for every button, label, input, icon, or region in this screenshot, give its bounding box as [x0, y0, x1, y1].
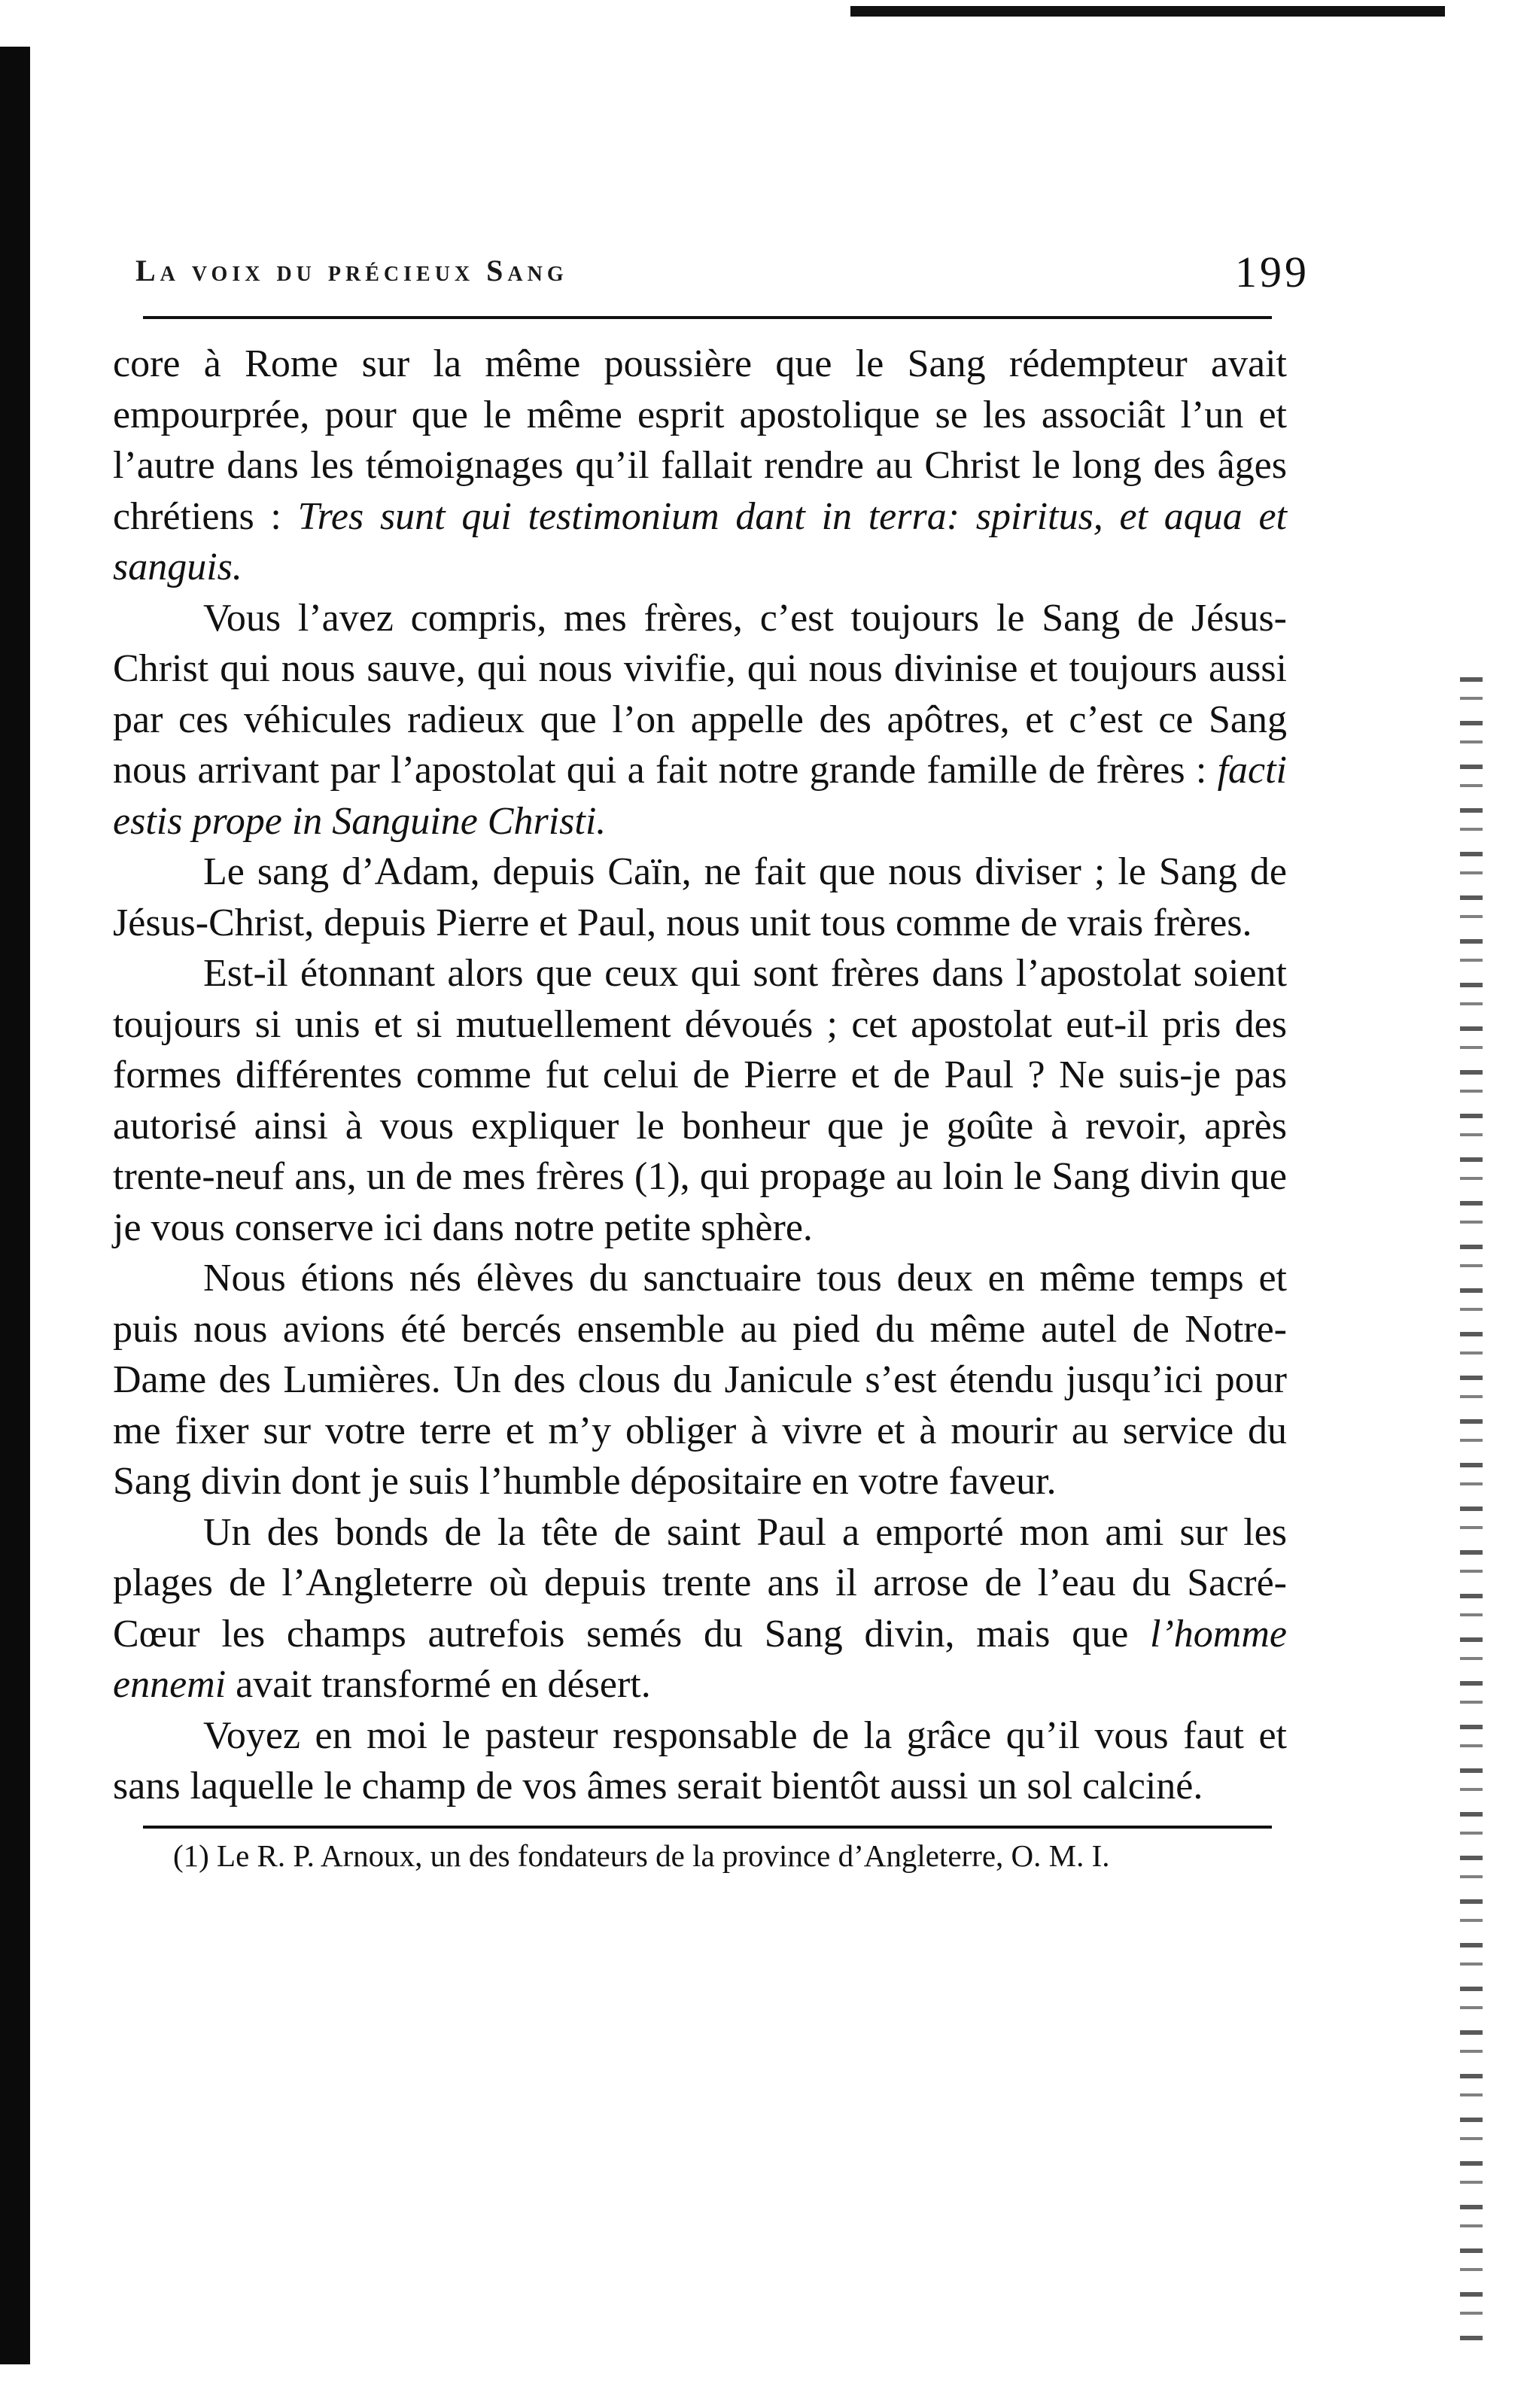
- scan-left-binding-shadow: [0, 47, 30, 2364]
- text-run: Un des bonds de la tête de saint Paul a emporté mon ami sur les plages de l’Angleterre où depuis trente ans il arrose de l’eau du Sacré-Cœur les champs autrefois semés du Sang divin, mais que: [113, 1510, 1287, 1655]
- book-page: [113, 248, 1309, 1875]
- italic-latin-phrase: facti estis prope in Sanguine Christi.: [113, 749, 1287, 843]
- italic-latin-phrase: l’homme ennemi: [113, 1612, 1287, 1706]
- body-paragraph: [113, 1253, 1287, 1507]
- text-run: core à Rome sur la même poussière que le Sang rédempteur avait empourprée, pour que le même esprit apostolique se les associât l’un et l’autre dans les témoignages qu’il fallait rendre au Christ le long des âges chrétiens :: [113, 342, 1287, 538]
- text-run: Vous l’avez compris, mes frères, c’est toujours le Sang de Jésus-Christ qui nous sauve, qui nous vivifie, qui nous divinise et toujours aussi par ces véhicules radieux que l’on appelle des apôtres, et c’est ce Sang nous arrivant par l’apostolat qui a fait notre grande famille de frères :: [113, 596, 1287, 792]
- scan-right-edge-specks: [1460, 677, 1483, 2348]
- body-paragraph: [113, 948, 1287, 1253]
- page-number: 199: [1235, 248, 1309, 296]
- italic-latin-phrase: Tres sunt qui testimonium dant in terra: spiritus, et aqua et sanguis.: [113, 494, 1287, 588]
- body-text: [113, 339, 1287, 1812]
- running-head-title: La voix du précieux Sang: [135, 254, 568, 287]
- text-run: Le sang d’Adam, depuis Caïn, ne fait que nous diviser ; le Sang de Jésus-Christ, depuis Pierre et Paul, nous unit tous comme de vrais frères.: [113, 850, 1287, 944]
- body-paragraph: [113, 847, 1287, 948]
- footnote-rule: [143, 1826, 1272, 1829]
- body-paragraph: [113, 339, 1287, 593]
- text-run: Est-il étonnant alors que ceux qui sont frères dans l’apostolat soient toujours si unis et si mutuellement dévoués ; cet apostolat eut-il pris des formes différentes comme fut celui de Pierre et de Paul ? Ne suis-je pas autorisé ainsi à vous expliquer le bonheur que je goûte à revoir, après trente-neuf ans, un de mes frères (1), qui propage au loin le Sang divin que je vous conserve ici dans notre petite sphère.: [113, 952, 1287, 1249]
- body-paragraph: [113, 1507, 1287, 1710]
- body-paragraph: [113, 593, 1287, 847]
- running-head: [113, 248, 1309, 303]
- top-edge-rule: [850, 6, 1445, 17]
- footnote: (1) Le R. P. Arnoux, un des fondateurs de la province d’Angleterre, O. M. I.: [173, 1838, 1110, 1873]
- header-rule: [143, 316, 1272, 319]
- text-run: Nous étions nés élèves du sanctuaire tous deux en même temps et puis nous avions été bercés ensemble au pied du même autel de Notre-Dame des Lumières. Un des clous du Janicule s’est étendu jusqu’ici pour me fixer sur votre terre et m’y obliger à vivre et à mourir au service du Sang divin dont je suis l’humble dépositaire en votre faveur.: [113, 1257, 1287, 1503]
- body-paragraph: [113, 1710, 1287, 1812]
- text-run: avait transformé en désert.: [226, 1663, 651, 1706]
- text-run: Voyez en moi le pasteur responsable de la grâce qu’il vous faut et sans laquelle le champ de vos âmes serait bientôt aussi un sol calciné.: [113, 1713, 1287, 1808]
